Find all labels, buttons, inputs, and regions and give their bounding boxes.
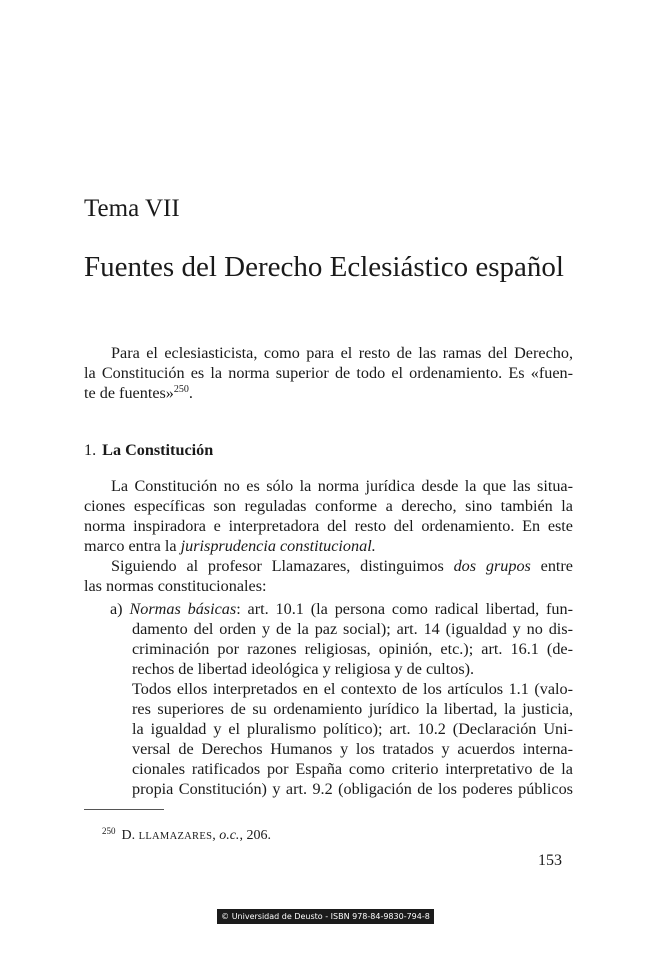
chapter-label: Tema VII xyxy=(84,195,180,222)
list-item-line: criminación por razones religiosas, opinión, etc.); art. 16.1 (de- xyxy=(132,640,573,658)
list-item-line: Todos ellos interpretados en el contexto de los artículos 1.1 (valo- xyxy=(132,680,573,698)
copyright-banner: © Universidad de Deusto - ISBN 978-84-9830-794-8 xyxy=(217,909,434,924)
list-item-line: cionales ratificados por España como criterio interpretativo de la xyxy=(132,760,573,778)
page-number: 153 xyxy=(538,852,562,869)
footnote-divider xyxy=(84,809,164,810)
intro-line xyxy=(84,383,573,403)
footnote-reference[interactable]: 250 xyxy=(173,384,189,395)
list-item-line: versal de Derechos Humanos y los tratados y acuerdos interna- xyxy=(132,740,573,758)
paragraph-line: La Constitución no es sólo la norma jurídica desde la que las situa- xyxy=(111,477,573,495)
paragraph-text: Siguiendo al profesor Llamazares, distinguimos xyxy=(111,557,454,575)
paragraph-line: las normas constitucionales: xyxy=(84,577,267,595)
section-number: 1. xyxy=(84,441,97,459)
footnote-number: 250 xyxy=(102,826,116,836)
list-marker: a) xyxy=(110,600,123,618)
list-item-line: damento del orden y de la paz social); art. 14 (igualdad y no dis- xyxy=(132,620,573,638)
paragraph-line: ciones específicas son reguladas conforme a derecho, sino también la xyxy=(84,497,573,515)
list-item-line: la igualdad y el pluralismo político); art. 10.2 (Declaración Uni- xyxy=(132,720,573,738)
emphasis-jurisprudencia: jurisprudencia constitucional. xyxy=(180,537,376,555)
section-title: La Constitución xyxy=(102,441,214,459)
list-item-line xyxy=(110,599,573,619)
intro-line-end: . xyxy=(188,384,193,402)
list-item-line: res superiores de su ordenamiento jurídico la libertad, la justicia, xyxy=(132,700,573,718)
chapter-title: Fuentes del Derecho Eclesiástico español xyxy=(84,251,564,283)
paragraph-text: marco entra la xyxy=(84,537,181,555)
footnote-pages: , 206. xyxy=(239,828,271,843)
footnote-work: o.c. xyxy=(219,828,240,843)
footnote xyxy=(102,822,271,846)
paragraph-line: norma inspiradora e interpretadora del resto del ordenamiento. En este xyxy=(84,517,573,535)
footnote-author: LLAMAZARES xyxy=(138,831,213,842)
footnote-separator: , xyxy=(212,828,220,843)
intro-line-text: te de fuentes» xyxy=(84,384,174,402)
paragraph-line xyxy=(84,536,573,556)
paragraph-text: entre xyxy=(530,557,573,575)
list-item-line: propia Constitución) y art. 9.2 (obligación de los poderes públicos xyxy=(132,780,573,798)
list-item-text: : art. 10.1 (la persona como radical libertad, fun- xyxy=(236,600,574,618)
paragraph-line xyxy=(111,556,573,576)
list-item-line: rechos de libertad ideológica y religiosa y de cultos). xyxy=(132,660,475,678)
emphasis-dos-grupos: dos grupos xyxy=(453,557,531,575)
intro-line: Para el eclesiasticista, como para el resto de las ramas del Derecho, xyxy=(111,344,573,362)
intro-line: la Constitución es la norma superior de todo el ordenamiento. Es «fuen- xyxy=(84,364,573,382)
section-heading xyxy=(84,440,213,460)
list-item-term: Normas básicas xyxy=(129,600,237,618)
footnote-author-initial: D. xyxy=(121,828,136,843)
